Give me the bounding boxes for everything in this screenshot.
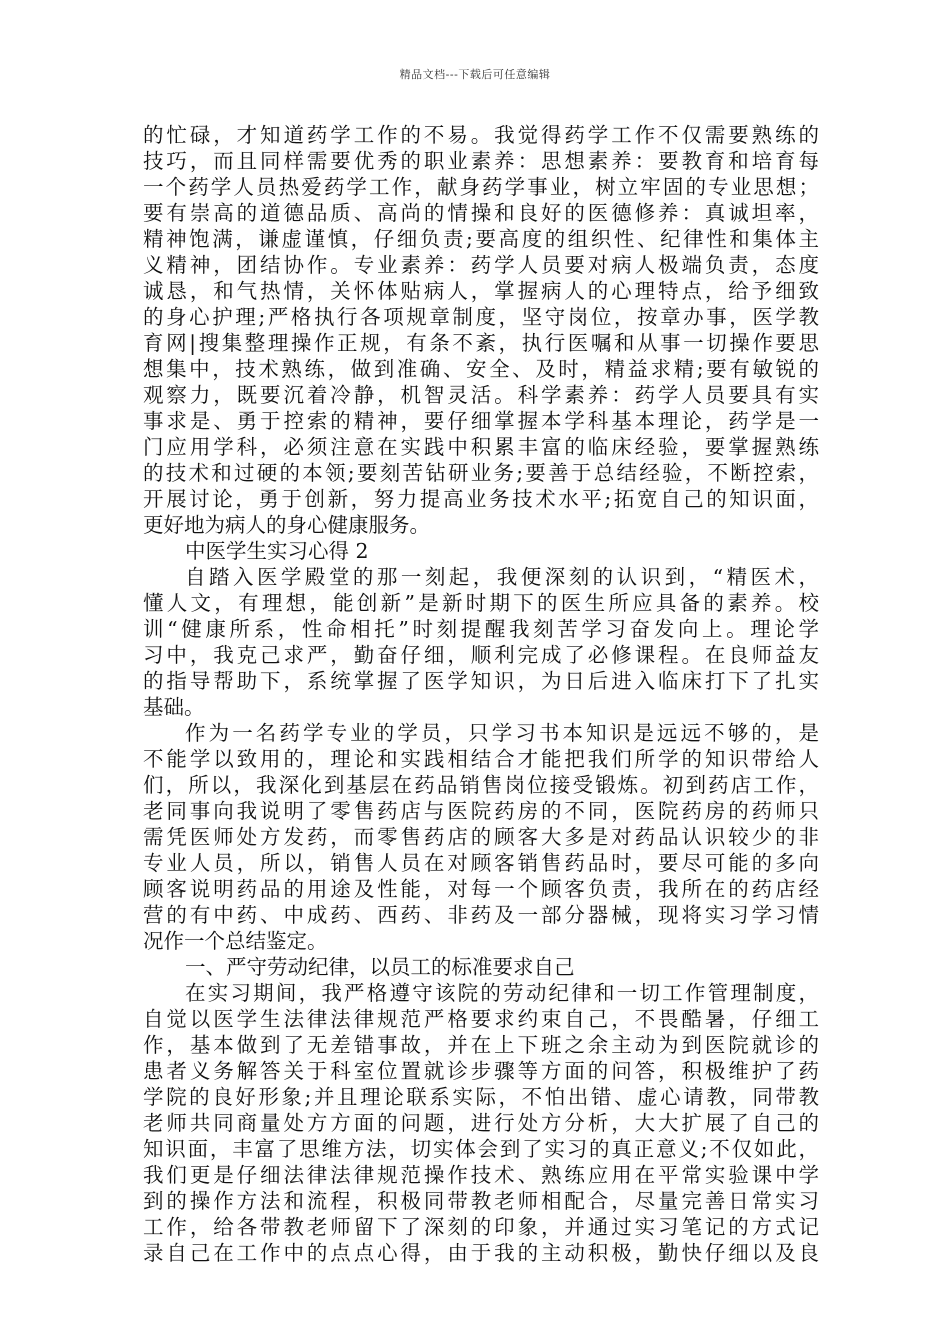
text-line: 工作，给各带教老师留下了深刻的印象，并通过实习笔记的方式记 [143,1215,819,1239]
text-line: 开展讨论，勇于创新，努力提高业务技术水平;拓宽自己的知识面， [143,487,819,511]
text-line: 懂人文，有理想，能创新”是新时期下的医生所应具备的素养。校 [143,591,819,615]
section-heading: 中医学生实习心得 2 [185,539,369,563]
document-body [143,122,819,1266]
text-line: 的身心护理;严格执行各项规章制度，坚守岗位，按章办事，医学教 [143,305,819,329]
text-line: 老师共同商量处方方面的问题，进行处方分析，大大扩展了自己的 [143,1111,819,1135]
text-line: 到的操作方法和流程，积极同带教老师相配合，尽量完善日常实习 [143,1189,819,1213]
text-line: 顾客说明药品的用途及性能，对每一个顾客负责，我所在的药店经 [143,877,819,901]
text-line: 作，基本做到了无差错事故，并在上下班之余主动为到医院就诊的 [143,1033,819,1057]
text-line: 患者义务解答关于科室位置就诊步骤等方面的问答，积极维护了药 [143,1059,819,1083]
text-line: 的技术和过硬的本领;要刻苦钻研业务;要善于总结经验，不断控索， [143,461,819,485]
section-heading: 一、严守劳动纪律，以员工的标准要求自己 [185,955,575,979]
text-line: 事求是、勇于控索的精神，要仔细掌握本学科基本理论，药学是一 [143,409,819,433]
text-line: 我们更是仔细法律法律规范操作技术、熟练应用在平常实验课中学 [143,1163,819,1187]
text-line: 一个药学人员热爱药学工作，献身药学事业，树立牢固的专业思想； [143,175,819,199]
text-line: 们，所以，我深化到基层在药品销售岗位接受锻炼。初到药店工作， [143,773,819,797]
text-line: 的忙碌，才知道药学工作的不易。我觉得药学工作不仅需要熟练的 [143,123,819,147]
text-line: 精神饱满，谦虚谨慎，仔细负责;要高度的组织性、纪律性和集体主 [143,227,819,251]
text-line: 专业人员，所以，销售人员在对顾客销售药品时，要尽可能的多向 [143,851,819,875]
text-line: 训“健康所系，性命相托”时刻提醒我刻苦学习奋发向上。理论学 [143,617,819,641]
page-header: 精品文档---下载后可任意编辑 [399,68,551,81]
text-line: 自觉以医学生法律法律规范严格要求约束自己，不畏酷暑，仔细工 [143,1007,819,1031]
text-line: 作为一名药学专业的学员，只学习书本知识是远远不够的，是 [185,721,819,745]
text-line: 要有崇高的道德品质、高尚的情操和良好的医德修养：真诚坦率， [143,201,819,225]
text-line: 营的有中药、中成药、西药、非药及一部分器械，现将实习学习情 [143,903,819,927]
text-line: 技巧，而且同样需要优秀的职业素养：思想素养：要教育和培育每 [143,149,819,173]
text-line: 老同事向我说明了零售药店与医院药房的不同，医院药房的药师只 [143,799,819,823]
text-line: 录自己在工作中的点点心得，由于我的主动积极，勤快仔细以及良 [143,1241,819,1265]
text-line: 观察力，既要沉着冷静，机智灵活。科学素养：药学人员要具有实 [143,383,819,407]
text-line: 育网|搜集整理操作正规，有条不紊，执行医嘱和从事一切操作要思 [143,331,819,355]
text-line: 需凭医师处方发药，而零售药店的顾客大多是对药品认识较少的非 [143,825,819,849]
text-line: 想集中，技术熟练，做到准确、安全、及时，精益求精;要有敏锐的 [143,357,819,381]
text-line: 不能学以致用的，理论和实践相结合才能把我们所学的知识带给人 [143,747,819,771]
text-line: 诚恳，和气热情，关怀体贴病人，掌握病人的心理特点，给予细致 [143,279,819,303]
text-line: 况作一个总结鉴定。 [143,929,328,953]
text-line: 门应用学科，必须注意在实践中积累丰富的临床经验，要掌握熟练 [143,435,819,459]
text-line: 习中，我克己求严，勤奋仔细，顺利完成了必修课程。在良师益友 [143,643,819,667]
text-line: 在实习期间，我严格遵守该院的劳动纪律和一切工作管理制度， [185,981,819,1005]
text-line: 更好地为病人的身心健康服务。 [143,513,430,537]
text-line: 义精神，团结协作。专业素养：药学人员要对病人极端负责，态度 [143,253,819,277]
text-line: 学院的良好形象;并且理论联系实际，不怕出错、虚心请教，同带教 [143,1085,819,1109]
text-line: 基础。 [143,695,205,719]
text-line: 的指导帮助下，系统掌握了医学知识，为日后进入临床打下了扎实 [143,669,819,693]
text-line: 自踏入医学殿堂的那一刻起，我便深刻的认识到，“精医术， [185,565,819,589]
text-line: 知识面，丰富了思维方法，切实体会到了实习的真正意义;不仅如此， [143,1137,819,1161]
